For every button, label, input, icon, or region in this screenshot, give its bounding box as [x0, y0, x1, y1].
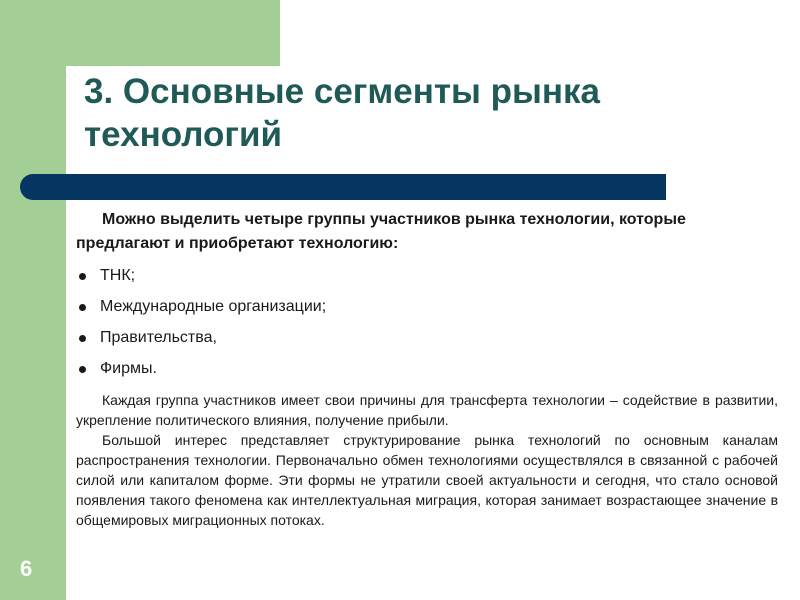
paragraph-channels: Большой интерес представляет структурирование рынка технологий по основным каналам распространения технологии. Первоначально обмен технологиями осуществлялся в связанной с рабочей силой или капиталом форме. Эти формы не утратили своей актуальности и сегодня, что стало основой появления такого феномена как интеллектуальная миграция, которая занимает возрастающее значение в общемировых миграционных потоках. [76, 432, 778, 528]
page-number: 6 [20, 556, 33, 581]
slide-content [76, 208, 778, 530]
bullet-text: Фирмы. [100, 360, 157, 377]
bullet-text: Международные организации; [100, 298, 327, 315]
bullet-item [76, 359, 778, 379]
bullet-item [76, 266, 778, 286]
bullet-item [76, 328, 778, 348]
paragraph-motives: Каждая группа участников имеет свои причины для трансферта технологии – содействие в развитии, укрепление политического влияния, получение прибыли. [76, 392, 778, 428]
intro-text: Можно выделить четыре группы участников рынка технологии, которые предлагают и приобретают технологию: [76, 211, 686, 252]
bullet-dot-icon [79, 335, 86, 342]
bullet-dot-icon [79, 366, 86, 373]
bullet-list [76, 266, 778, 379]
title-divider-bar [20, 174, 666, 200]
slide-title: 3. Основные сегменты рынка технологий [84, 72, 601, 154]
bullet-item [76, 297, 778, 317]
bullet-dot-icon [79, 304, 86, 311]
bullet-text: ТНК; [100, 267, 136, 284]
bullet-dot-icon [79, 273, 86, 280]
bullet-text: Правительства, [100, 329, 217, 346]
